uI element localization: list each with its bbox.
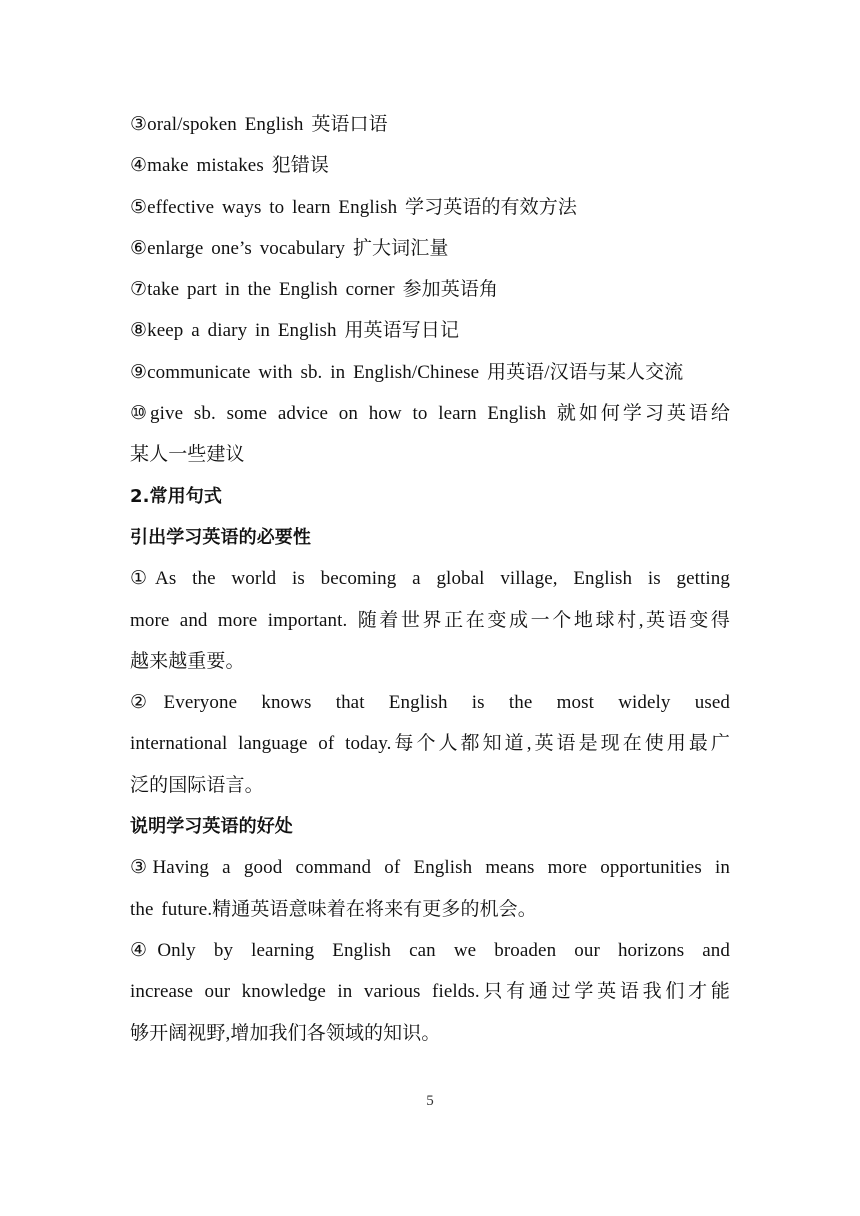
sentence-line: ②Everyone knows that English is the most widely used xyxy=(130,692,730,714)
sentence-line: 够开阔视野,增加我们各领域的知识。 xyxy=(130,1022,441,1044)
phrase-line: ⑦take part in the English corner 参加英语角 xyxy=(130,279,499,301)
subheading-benefits: 说明学习英语的好处 xyxy=(130,816,293,838)
phrase-line: 某人一些建议 xyxy=(130,444,245,466)
sentence-line: 越来越重要。 xyxy=(130,650,245,672)
phrase-line: ⑥enlarge one’s vocabulary 扩大词汇量 xyxy=(130,237,449,259)
phrase-line: ⑩give sb. some advice on how to learn English 就如何学习英语给 xyxy=(130,403,730,425)
subheading-necessity: 引出学习英语的必要性 xyxy=(130,526,311,548)
page-content xyxy=(130,104,730,1054)
phrase-line: ⑤effective ways to learn English 学习英语的有效方法 xyxy=(130,196,577,218)
sentence-line: ③Having a good command of English means more opportunities in xyxy=(130,857,730,879)
phrase-line: ⑨communicate with sb. in English/Chinese 用英语/汉语与某人交流 xyxy=(130,361,684,383)
sentence-line: increase our knowledge in various fields.只有通过学英语我们才能 xyxy=(130,981,730,1003)
sentence-line: more and more important. 随着世界正在变成一个地球村,英语变得 xyxy=(130,609,730,631)
phrase-line: ⑧keep a diary in English 用英语写日记 xyxy=(130,320,460,342)
sentence-line: the future.精通英语意味着在将来有更多的机会。 xyxy=(130,898,537,920)
sentence-line: ④Only by learning English can we broaden our horizons and xyxy=(130,939,730,961)
sentence-line: international language of today.每个人都知道,英语是现在使用最广 xyxy=(130,733,730,755)
sentence-line: 泛的国际语言。 xyxy=(130,774,264,796)
phrase-line: ④make mistakes 犯错误 xyxy=(130,155,329,177)
section-title: 2.常用句式 xyxy=(130,485,222,507)
phrase-line: ③oral/spoken English 英语口语 xyxy=(130,114,388,135)
sentence-line: ①As the world is becoming a global village, English is getting xyxy=(130,568,730,590)
page-number: 5 xyxy=(426,1093,434,1109)
